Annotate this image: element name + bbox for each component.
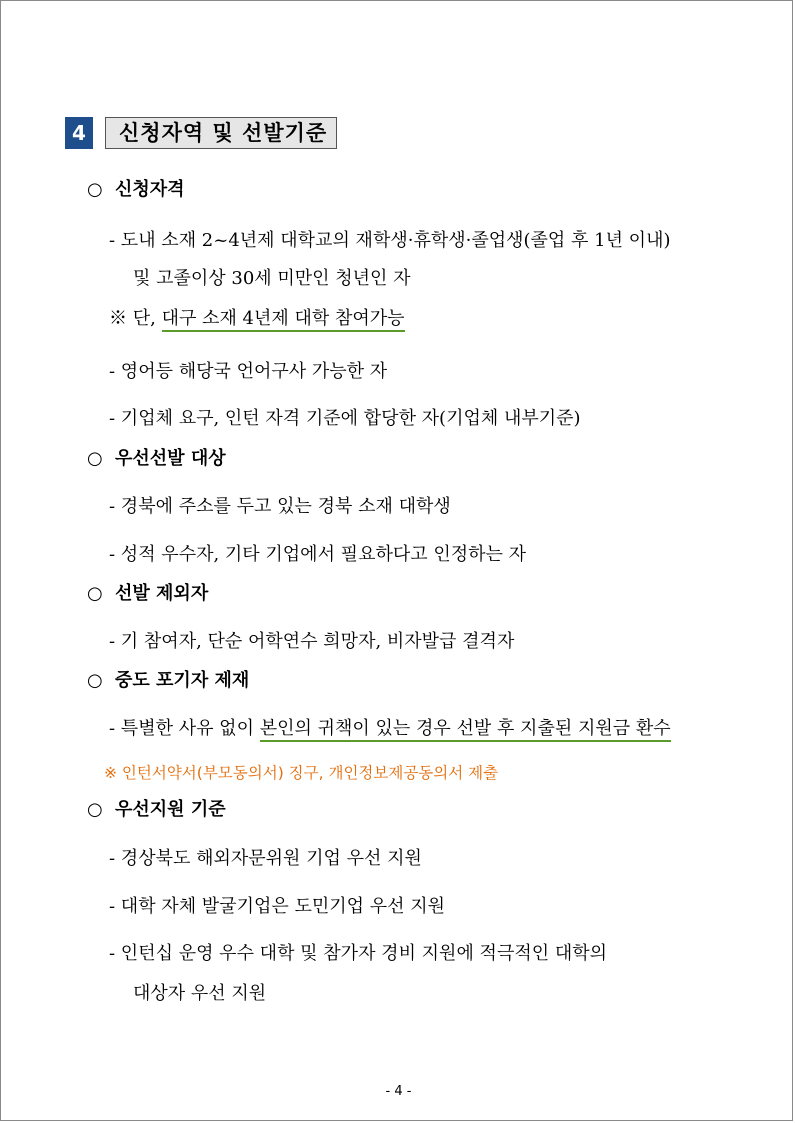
underlined-text: 본인의 귀책이 있는 경우 선발 후 지출된 지원금 환수 <box>260 718 671 742</box>
list-item: - 도내 소재 2~4년제 대학교의 재학생·휴학생·졸업생(졸업 후 1년 이내) <box>109 230 671 251</box>
list-item: - 기 참여자, 단순 어학연수 희망자, 비자발급 결격자 <box>109 631 515 652</box>
heading-support-criteria <box>87 798 226 822</box>
circle-bullet-icon: ○ <box>87 670 103 691</box>
heading-eligibility <box>87 178 185 202</box>
heading-priority-selection <box>87 447 226 471</box>
heading-text: 우선지원 기준 <box>115 799 226 820</box>
section-number-box: 4 <box>65 117 93 149</box>
list-item: - 성적 우수자, 기타 기업에서 필요하다고 인정하는 자 <box>109 544 527 565</box>
list-item: - 인턴십 운영 우수 대학 및 참가자 경비 지원에 적극적인 대학의 <box>109 943 607 964</box>
list-item-continuation: 대상자 우선 지원 <box>133 983 267 1004</box>
heading-text: 중도 포기자 제재 <box>115 670 250 691</box>
list-item-continuation: 및 고졸이상 30세 미만인 청년인 자 <box>133 268 411 289</box>
orange-note: ※ 인턴서약서(부모동의서) 징구, 개인정보제공동의서 제출 <box>104 764 499 782</box>
circle-bullet-icon: ○ <box>87 583 103 604</box>
note-prefix: ※ 단, <box>109 308 162 329</box>
section-title: 신청자역 및 선발기준 <box>105 117 337 149</box>
item-prefix: - 특별한 사유 없이 <box>109 718 260 739</box>
circle-bullet-icon: ○ <box>87 448 103 469</box>
circle-bullet-icon: ○ <box>87 799 103 820</box>
list-item: - 경북에 주소를 두고 있는 경북 소재 대학생 <box>109 496 451 517</box>
underlined-text: 대구 소재 4년제 대학 참여가능 <box>162 308 405 332</box>
list-item: - 경상북도 해외자문위원 기업 우선 지원 <box>109 848 422 869</box>
list-item <box>109 716 671 742</box>
heading-text: 신청자격 <box>115 179 185 200</box>
heading-dropout-sanction <box>87 669 249 693</box>
circle-bullet-icon: ○ <box>87 179 103 200</box>
list-item: - 기업체 요구, 인턴 자격 기준에 합당한 자(기업체 내부기준) <box>109 408 581 429</box>
page-number: - 4 - <box>385 1084 412 1099</box>
heading-text: 우선선발 대상 <box>115 448 226 469</box>
heading-exclusions <box>87 582 208 606</box>
list-item: - 영어등 해당국 언어구사 가능한 자 <box>109 361 388 382</box>
list-item: - 대학 자체 발굴기업은 도민기업 우선 지원 <box>109 896 446 917</box>
note-item <box>109 306 405 332</box>
heading-text: 선발 제외자 <box>115 583 209 604</box>
